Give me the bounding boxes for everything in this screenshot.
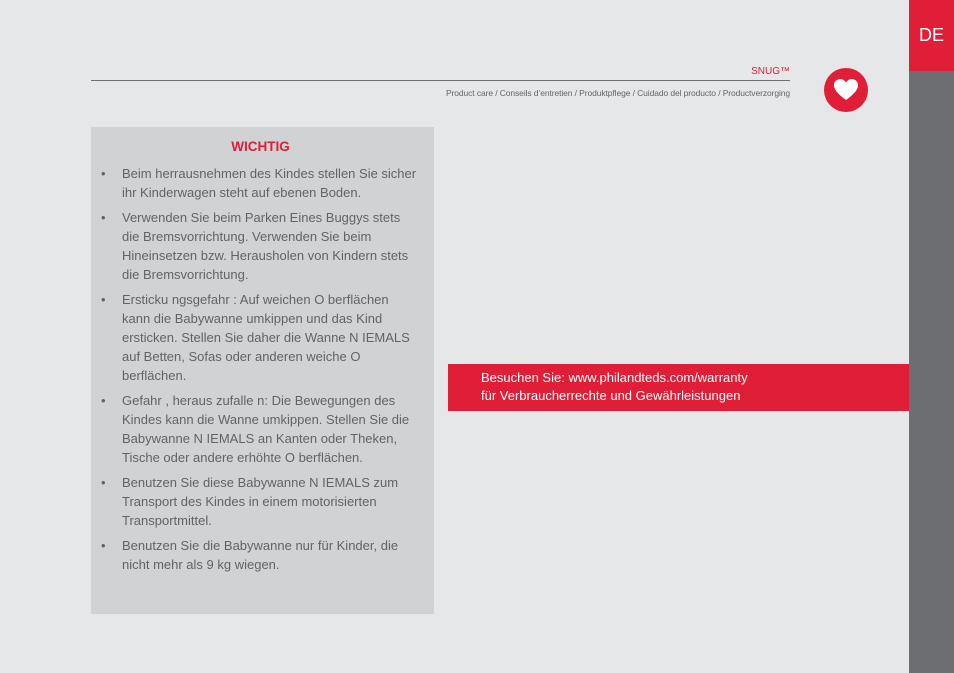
- list-item-text: Benutzen Sie diese Babywanne N IEMALS zum Transport des Kindes in einem motorisierten Transportmittel.: [122, 475, 399, 528]
- list-item: [101, 391, 420, 467]
- bullet-icon: •: [101, 166, 106, 181]
- warning-box: [91, 127, 434, 614]
- bullet-icon: •: [101, 292, 106, 307]
- heart-icon: [833, 78, 859, 102]
- list-item-text: Verwenden Sie beim Parken Eines Buggys stets die Bremsvorrichtung. Verwenden Sie beim Hineinsetzen bzw. Herausholen von Kindern stets die Bremsvorrichtung.: [122, 210, 409, 282]
- list-item: [101, 290, 420, 385]
- bullet-icon: •: [101, 538, 106, 553]
- language-label: DE: [918, 25, 944, 45]
- list-item: [101, 208, 420, 284]
- warranty-url-line[interactable]: Besuchen Sie: www.philandteds.com/warranty: [481, 370, 748, 385]
- language-tab[interactable]: [909, 0, 954, 71]
- bullet-icon: •: [101, 475, 106, 490]
- bullet-icon: •: [101, 210, 106, 225]
- section-subtitle: Product care / Conseils d’entretien / Produktpflege / Cuidado del producto / Productverzorging: [445, 88, 790, 98]
- warranty-banner[interactable]: [448, 364, 909, 411]
- warning-title: WICHTIG: [231, 139, 290, 154]
- list-item-text: Gefahr , heraus zufalle n: Die Bewegungen des Kindes kann die Wanne umkippen. Stellen Sie die Babywanne N IEMALS an Kanten oder Theken, Tische oder andere erhöhte O berflächen.: [122, 393, 410, 465]
- list-item: [101, 473, 420, 530]
- warranty-note-line: für Verbraucherrechte und Gewährleistungen: [481, 388, 741, 403]
- header-rule: [91, 80, 790, 81]
- brand-name: SNUG™: [751, 66, 790, 77]
- list-item-text: Benutzen Sie die Babywanne nur für Kinder, die nicht mehr als 9 kg wiegen.: [122, 538, 399, 572]
- list-item: [101, 164, 420, 202]
- bullet-icon: •: [101, 393, 106, 408]
- list-item-text: Ersticku ngsgefahr : Auf weichen O berflächen kann die Babywanne umkippen und das Kind ersticken. Stellen Sie daher die Wanne N IEMALS auf Betten, Sofas oder anderen weiche O berflächen.: [122, 292, 410, 383]
- side-bar: [909, 0, 954, 673]
- list-item: [101, 536, 420, 574]
- list-item-text: Beim herrausnehmen des Kindes stellen Sie sicher ihr Kinderwagen steht auf ebenen Boden.: [122, 166, 417, 200]
- warning-list: [101, 164, 420, 574]
- heart-badge: [824, 68, 868, 112]
